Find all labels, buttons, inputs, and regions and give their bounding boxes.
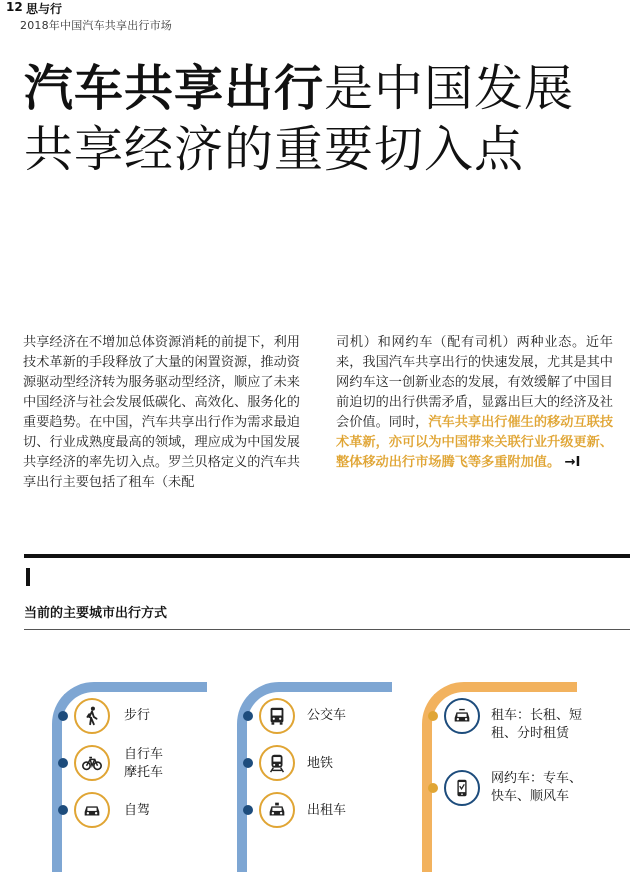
bike-mode-circle — [74, 745, 110, 781]
group1-dot-drive — [58, 805, 68, 815]
mode-label-drive: 自驾 — [124, 803, 151, 818]
figure-marker — [26, 568, 30, 586]
car-icon — [81, 799, 103, 821]
mode-label-bus: 公交车 — [307, 708, 347, 723]
mode-label-taxi: 出租车 — [307, 803, 347, 818]
section-title: 思与行 — [26, 2, 63, 16]
title-rest: 是中国发展共享经济的重要切入点 — [24, 60, 575, 178]
taxi-mode-circle — [259, 792, 295, 828]
group2-dot-bus — [243, 711, 253, 721]
ridehail-mode-circle — [444, 770, 480, 806]
page-number: 12 — [6, 0, 23, 14]
figure-top-rule — [24, 554, 630, 558]
group2-dot-taxi — [243, 805, 253, 815]
walk-mode-circle — [74, 698, 110, 734]
bicycle-icon — [81, 752, 103, 774]
metro-mode-circle — [259, 745, 295, 781]
mode-label-ridehail: 网约车：专车、 快车、顺风车 — [491, 771, 583, 804]
publication-subtitle: 2018年中国汽车共享出行市场 — [20, 19, 172, 32]
mode-label-walk: 步行 — [124, 708, 151, 723]
metro-icon — [266, 752, 288, 774]
walking-person-icon — [81, 705, 103, 727]
group3-dot-ridehail — [428, 783, 438, 793]
mode-label-rental: 租车：长租、短 租、分时租赁 — [491, 708, 583, 741]
mode-label-bike: 自行车 摩托车 — [124, 747, 164, 780]
drive-mode-circle — [74, 792, 110, 828]
phone-icon — [451, 777, 473, 799]
taxi-icon — [266, 799, 288, 821]
rental-mode-circle — [444, 698, 480, 734]
body-column-right — [336, 333, 613, 473]
body-right-highlight: 汽车共享出行催生的移动互联技术革新，亦可以为中国带来关联行业升级更新、整体移动出行市场腾飞等多重附加值。 — [336, 415, 614, 470]
body-right-plain: 司机）和网约车（配有司机）两种业态。近年来，我国汽车共享出行的快速发展，尤其是其中网约车这一创新业态的发展，有效缓解了中国目前迫切的出行供需矛盾，显露出巨大的经济及社会价值。同时， — [336, 335, 613, 430]
group2-dot-metro — [243, 758, 253, 768]
end-mark: →I — [564, 455, 581, 470]
page-title — [24, 58, 614, 180]
mode-label-metro: 地铁 — [307, 756, 334, 771]
rental-car-icon — [451, 705, 473, 727]
figure-title: 当前的主要城市出行方式 — [24, 606, 168, 621]
group3-dot-rental — [428, 711, 438, 721]
figure-title-rule — [24, 629, 630, 630]
title-highlight: 汽车共享出行 — [24, 60, 325, 117]
group1-dot-walk — [58, 711, 68, 721]
group1-dot-bike — [58, 758, 68, 768]
bus-icon — [266, 705, 288, 727]
body-column-left: 共享经济在不增加总体资源消耗的前提下，利用技术革新的手段释放了大量的闲置资源，推动资源驱动型经济转为服务驱动型经济，顺应了未来中国经济与社会发展低碳化、高效化、服务化的重要趋势。在中国，汽车共享出行作为需求最迫切、行业成熟度最高的领域，理应成为中国发展共享经济的率先切入点。罗兰贝格定义的汽车共享出行主要包括了租车（未配 — [23, 335, 300, 490]
bus-mode-circle — [259, 698, 295, 734]
